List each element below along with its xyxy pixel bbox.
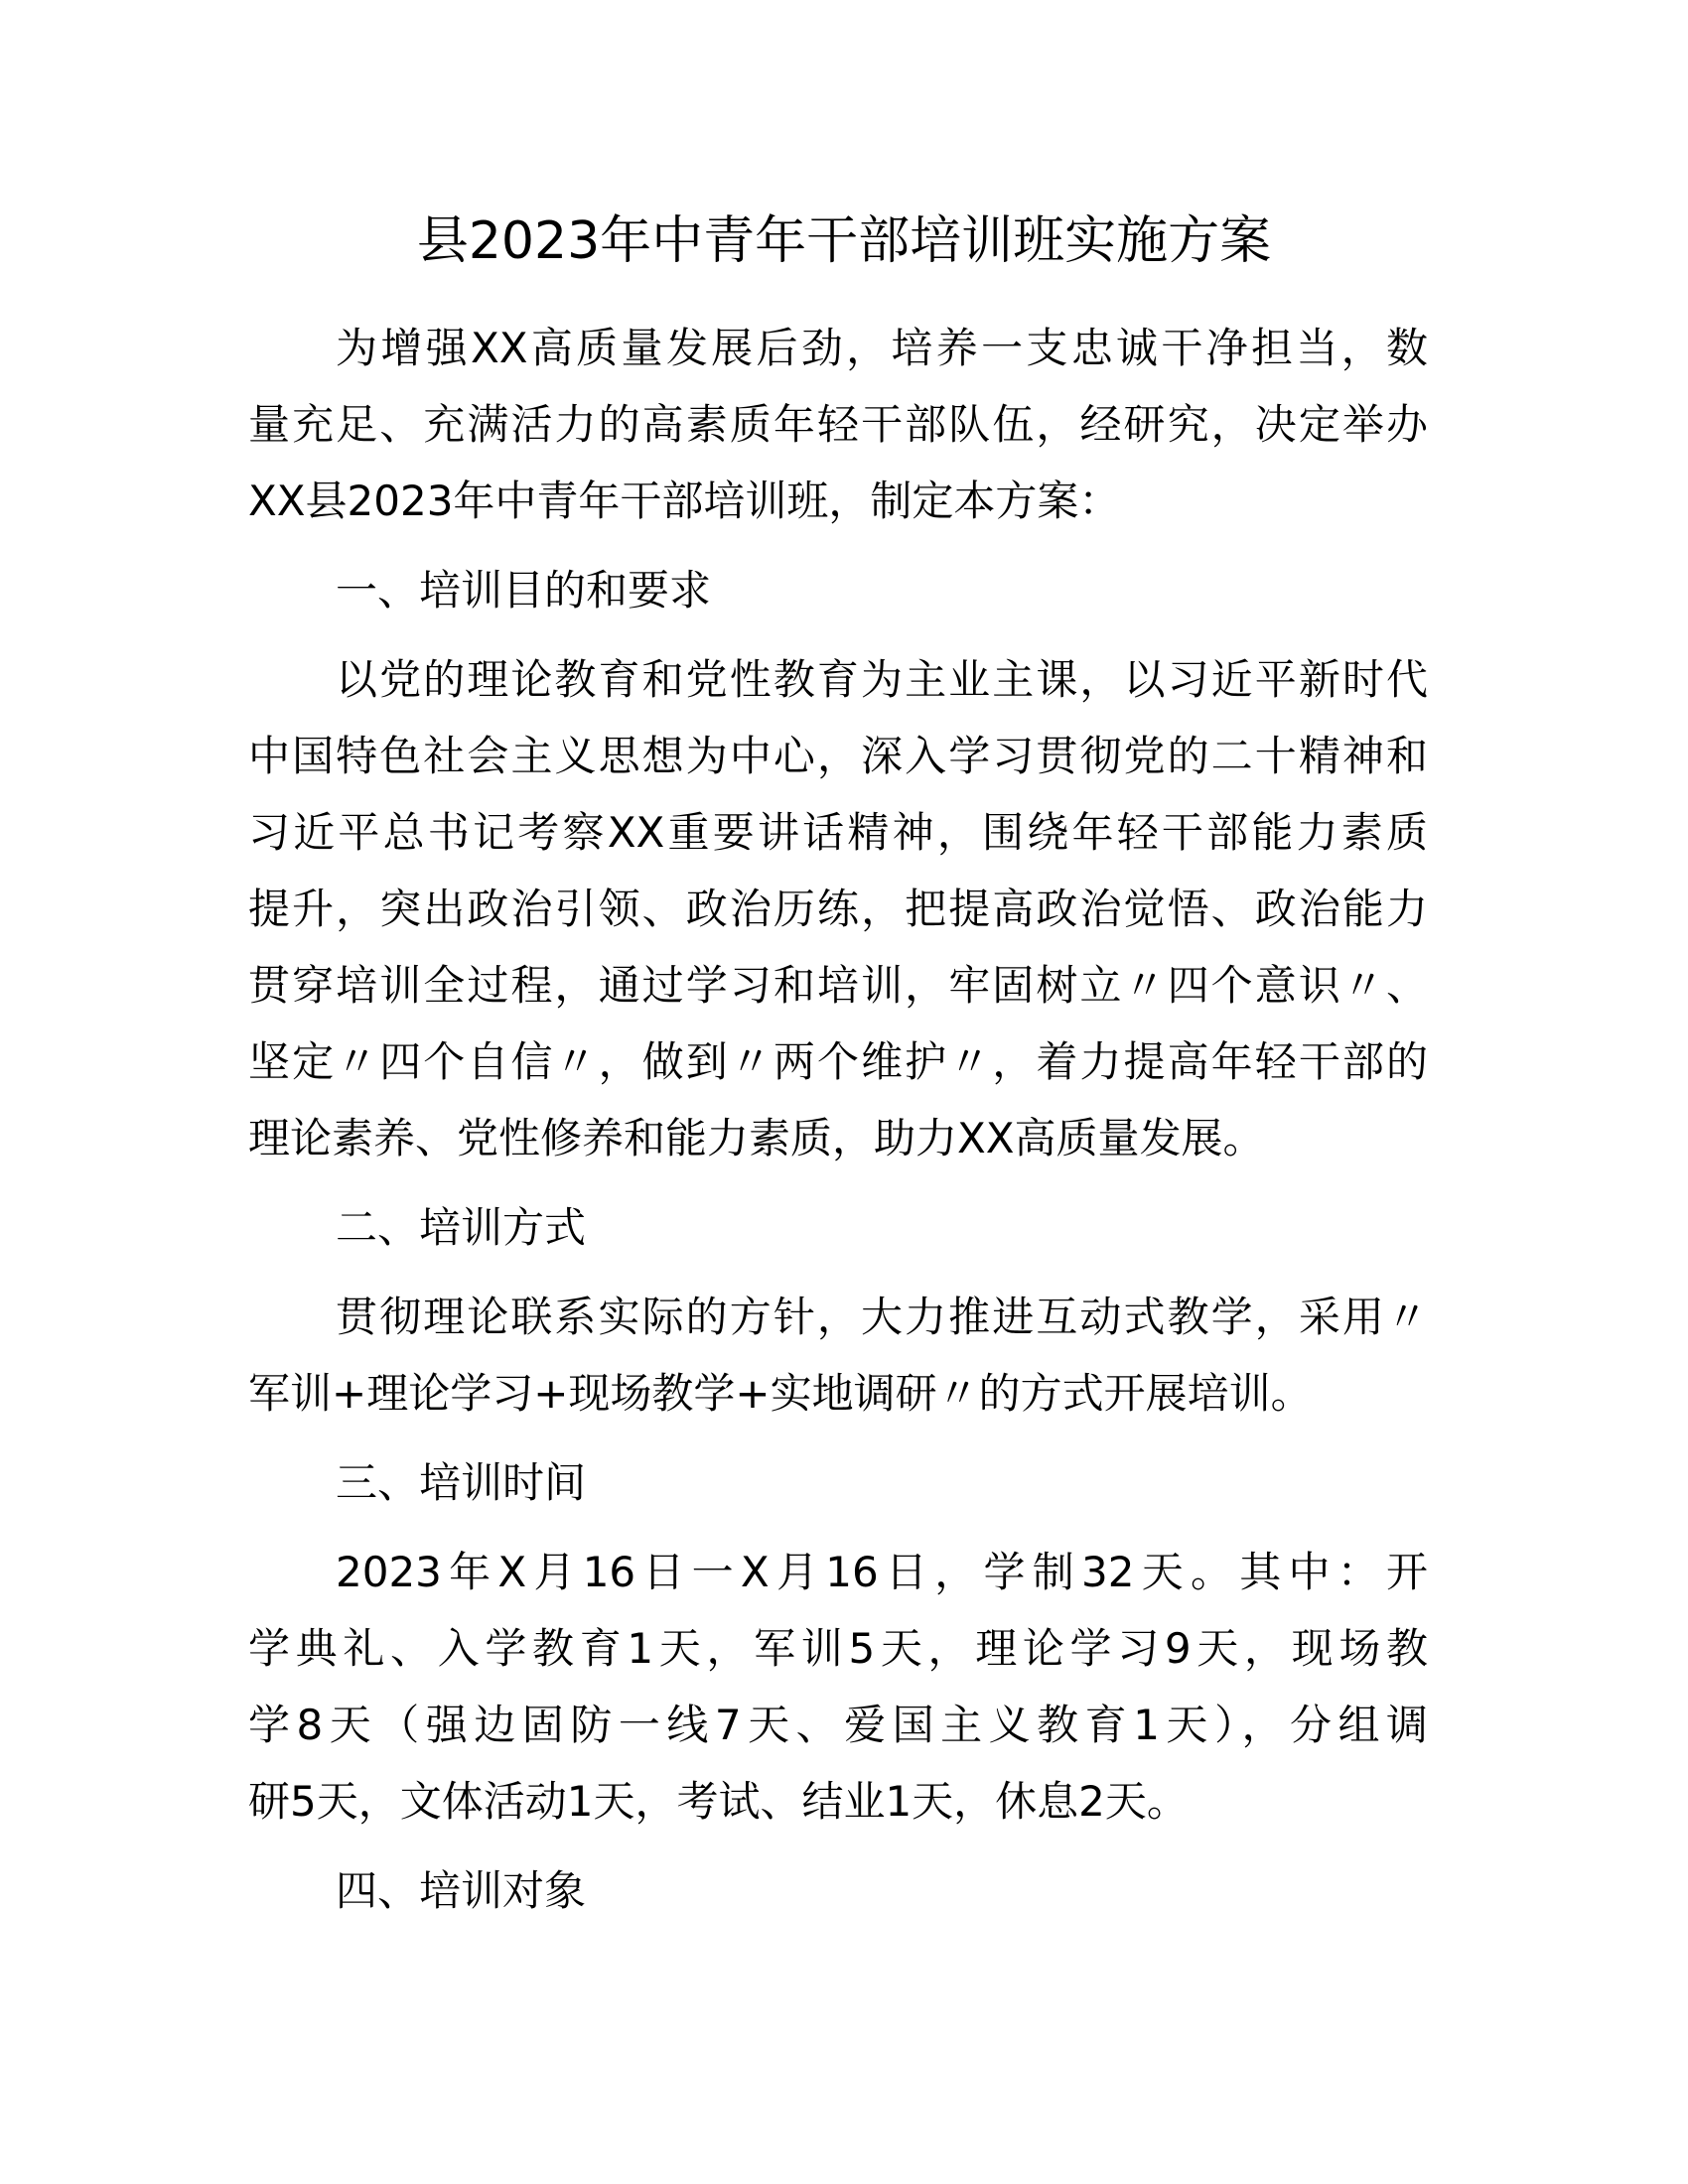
paragraph bbox=[248, 1279, 1428, 1432]
section-heading bbox=[248, 1444, 1428, 1521]
text-line: 贯穿培训全过程，通过学习和培训，牢固树立〃四个意识〃、 bbox=[248, 961, 1428, 1010]
document-body bbox=[248, 310, 1428, 1942]
paragraph bbox=[248, 310, 1428, 539]
text-line: 为增强XX高质量发展后劲，培养一支忠诚干净担当，数 bbox=[336, 324, 1428, 372]
section-heading bbox=[248, 1189, 1428, 1266]
text-line: 习近平总书记考察XX重要讲话精神，围绕年轻干部能力素质 bbox=[248, 808, 1428, 857]
text-line: 中国特色社会主义思想为中心，深入学习贯彻党的二十精神和 bbox=[248, 732, 1428, 780]
text-line: 理论素养、党性修养和能力素质，助力XX高质量发展。 bbox=[248, 1114, 1265, 1162]
text-line: 坚定〃四个自信〃，做到〃两个维护〃，着力提高年轻干部的 bbox=[248, 1037, 1428, 1086]
text-line: 提升，突出政治引领、政治历练，把提高政治觉悟、政治能力 bbox=[248, 885, 1428, 933]
section-heading bbox=[248, 1852, 1428, 1929]
text-line: 量充足、充满活力的高素质年轻干部队伍，经研究，决定举办 bbox=[248, 400, 1428, 449]
text-line: 贯彻理论联系实际的方针，大力推进互动式教学，采用〃 bbox=[336, 1293, 1428, 1341]
text-line: 研5天，文体活动1天，考试、结业1天，休息2天。 bbox=[248, 1777, 1189, 1826]
text-line: 二、培训方式 bbox=[336, 1203, 587, 1252]
paragraph bbox=[248, 641, 1428, 1176]
text-line: 军训+理论学习+现场教学+实地调研〃的方式开展培训。 bbox=[248, 1369, 1313, 1418]
text-line: 2023年X月16日一X月16日，学制32天。其中：开 bbox=[336, 1548, 1428, 1596]
text-line: 一、培训目的和要求 bbox=[336, 566, 712, 614]
text-line: 三、培训时间 bbox=[336, 1458, 587, 1507]
text-line: 以党的理论教育和党性教育为主业主课，以习近平新时代 bbox=[336, 655, 1428, 704]
text-line: XX县2023年中青年干部培训班，制定本方案： bbox=[248, 477, 1121, 525]
paragraph bbox=[248, 1534, 1428, 1840]
text-line: 学典礼、入学教育1天，军训5天，理论学习9天，现场教 bbox=[248, 1624, 1428, 1673]
text-line: 学8天（强边固防一线7天、爱国主义教育1天），分组调 bbox=[248, 1701, 1428, 1749]
document-title: 县2023年中青年干部培训班实施方案 bbox=[416, 211, 1272, 271]
text-line: 四、培训对象 bbox=[336, 1866, 587, 1915]
section-heading bbox=[248, 552, 1428, 628]
